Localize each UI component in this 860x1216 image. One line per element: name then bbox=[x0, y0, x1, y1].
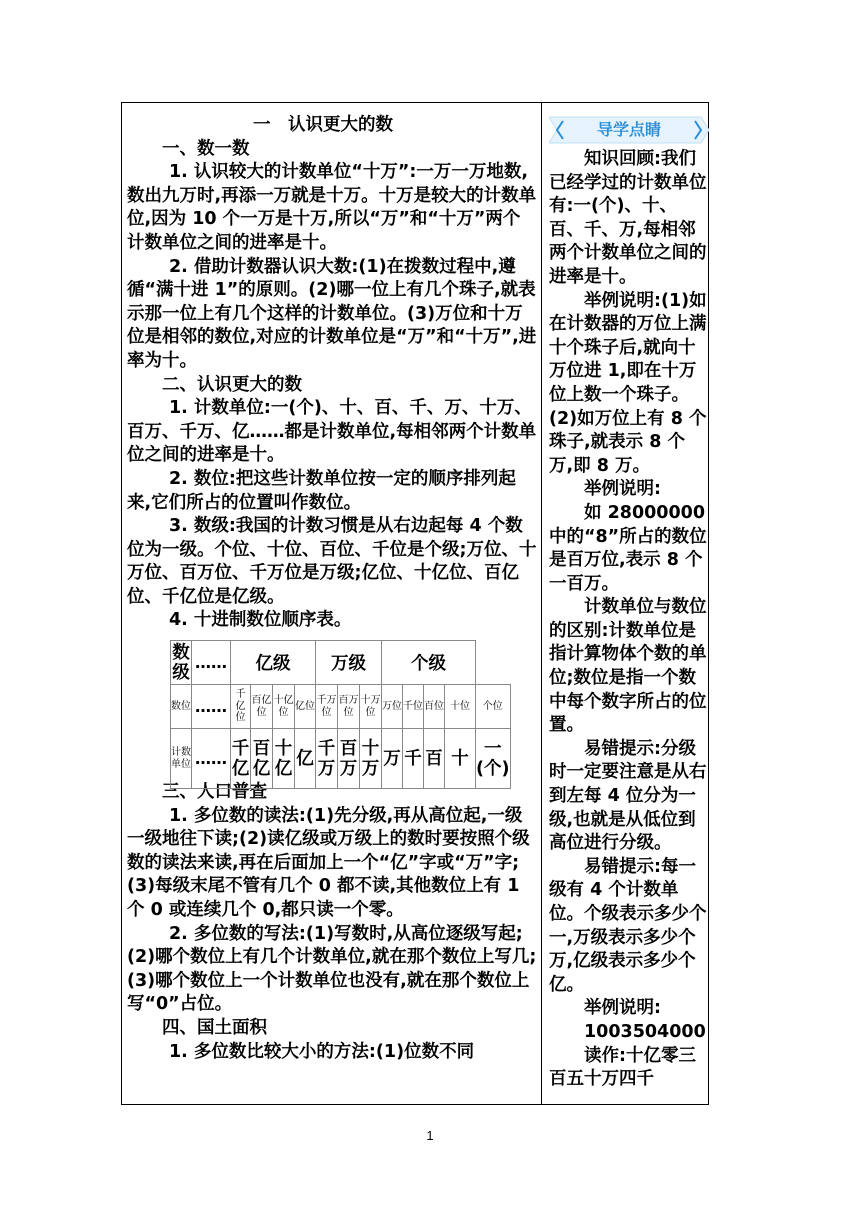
place-value-table bbox=[170, 640, 511, 789]
paragraph: 2. 数位:把这些计数单位按一定的顺序排列起来,它们所占的位置叫作数位。 bbox=[127, 468, 516, 513]
place-cell: 千位 bbox=[403, 685, 424, 729]
group-label: 个级 bbox=[382, 641, 476, 685]
unit-cell: 百万 bbox=[338, 729, 360, 789]
sidebar-paragraph: 读作:十亿零三百五十万四千 bbox=[549, 1045, 696, 1090]
unit-cell: 万 bbox=[382, 729, 403, 789]
unit-cell: 百 bbox=[424, 729, 445, 789]
unit-cell: 千万 bbox=[316, 729, 338, 789]
group-label: 万级 bbox=[316, 641, 382, 685]
table-row-label: 计数单位 bbox=[171, 729, 192, 789]
sidebar-paragraph: 举例说明: bbox=[584, 479, 661, 500]
place-cell: 百亿位 bbox=[251, 685, 273, 729]
paragraph: 2. 多位数的写法:(1)写数时,从高位逐级写起;(2)哪个数位上有几个计数单位,就在那个数位上写几;(3)哪个数位上一个计数单位也没有,就在那个数位上写“0”占位。 bbox=[127, 923, 537, 1015]
unit-cell: 千 bbox=[403, 729, 424, 789]
unit-cell: 一(个) bbox=[476, 729, 511, 789]
place-cell: 个位 bbox=[476, 685, 511, 729]
place-cell: 千亿位 bbox=[231, 685, 251, 729]
sidebar-paragraph: 易错提示:每一级有 4 个计数单位。个级表示多少个一,万级表示多少个万,亿级表示多少个亿。 bbox=[549, 856, 707, 995]
sidebar-paragraph: 如 28000000 中的“8”所占的数位是百万位,表示 8 个一百万。 bbox=[549, 502, 707, 594]
place-cell: 万位 bbox=[382, 685, 403, 729]
page-number: 1 bbox=[426, 1128, 434, 1143]
place-cell: 十位 bbox=[445, 685, 476, 729]
place-cell: 十万位 bbox=[360, 685, 382, 729]
place-cell: 百万位 bbox=[338, 685, 360, 729]
lesson-title: 一 认识更大的数 bbox=[253, 115, 393, 135]
sidebar-paragraph: 知识回顾:我们已经学过的计数单位有:一(个)、十、百、千、万,每相邻两个计数单位之间的进率是十。 bbox=[549, 149, 707, 287]
section-heading: 四、国土面积 bbox=[162, 1018, 267, 1038]
main-column bbox=[127, 114, 537, 1064]
sidebar-paragraph: 举例说明:(1)如在计数器的万位上满十个珠子后,就向十万位进 1,即在十万位上数一个珠子。(2)如万位上有 8 个珠子,就表示 8 个万,即 8 万。 bbox=[549, 290, 707, 476]
column-divider bbox=[541, 102, 542, 1105]
sidebar-column bbox=[549, 148, 707, 1092]
unit-cell: 亿 bbox=[295, 729, 316, 789]
paragraph: 2. 借助计数器认识大数:(1)在拨数过程中,遵循“满十进 1”的原则。(2)哪一位上有几个珠子,就表示那一位上有几个这样的计数单位。(3)万位和十万位是相邻的数位,对应的计数单位是“万”和“十万”,进率为十。 bbox=[127, 256, 537, 371]
table-row-label: 数级 bbox=[172, 642, 190, 683]
guide-badge bbox=[549, 116, 709, 144]
unit-cell: 十亿 bbox=[273, 729, 295, 789]
table-row-label: 数位 bbox=[171, 685, 192, 729]
sidebar-paragraph: 计数单位与数位的区别:计数单位是指计算物体个数的单位;数位是指一个数中每个数字所占的位置。 bbox=[549, 597, 707, 736]
sidebar-paragraph: 1003504000 bbox=[584, 1021, 706, 1042]
unit-cell: 十 bbox=[445, 729, 476, 789]
place-cell: 百位 bbox=[424, 685, 445, 729]
paragraph: 4. 十进制数位顺序表。 bbox=[169, 610, 352, 631]
unit-cell: 十万 bbox=[360, 729, 382, 789]
unit-cell: 千亿 bbox=[231, 729, 251, 789]
section-heading: 三、人口普查 bbox=[162, 782, 267, 803]
place-cell: 千万位 bbox=[316, 685, 338, 729]
group-label: 亿级 bbox=[231, 641, 316, 685]
section-heading: 一、数一数 bbox=[162, 138, 250, 159]
table-ellipsis: …… bbox=[192, 641, 231, 685]
paragraph: 1. 多位数比较大小的方法:(1)位数不同 bbox=[169, 1041, 475, 1062]
paragraph: 3. 数级:我国的计数习惯是从右边起每 4 个数位为一级。个位、十位、百位、千位是个级;万位、十万位、百万位、千万位是万级;亿位、十亿位、百亿位、千亿位是亿级。 bbox=[127, 516, 537, 607]
badge-label: 导学点睛 bbox=[596, 120, 661, 139]
place-cell: 亿位 bbox=[295, 685, 316, 729]
table-ellipsis: …… bbox=[192, 729, 231, 789]
paragraph: 1. 计数单位:一(个)、十、百、千、万、十万、百万、千万、亿……都是计数单位,每相邻两个计数单位之间的进率是十。 bbox=[127, 398, 537, 466]
unit-cell: 百亿 bbox=[251, 729, 273, 789]
paragraph: 1. 认识较大的计数单位“十万”:一万一万地数,数出九万时,再添一万就是十万。十万是较大的计数单位,因为 10 个一万是十万,所以“万”和“十万”两个计数单位之间的进率是十。 bbox=[127, 162, 537, 253]
table-ellipsis: …… bbox=[192, 685, 231, 729]
sidebar-paragraph: 易错提示:分级时一定要注意是从右到左每 4 位分为一级,也就是从低位到高位进行分级。 bbox=[549, 738, 707, 854]
section-heading: 二、认识更大的数 bbox=[162, 374, 302, 395]
sidebar-paragraph: 举例说明: bbox=[584, 998, 661, 1019]
paragraph: 1. 多位数的读法:(1)先分级,再从高位起,一级一级地往下读;(2)读亿级或万级上的数时要按照个级数的读法来读,再在后面加上一个“亿”字或“万”字;(3)每级末尾不管有几个 0 都不读,其他数位上有 1 个 0 或连续几个 0,都只读一个零。 bbox=[127, 805, 530, 921]
place-cell: 十亿位 bbox=[273, 685, 295, 729]
